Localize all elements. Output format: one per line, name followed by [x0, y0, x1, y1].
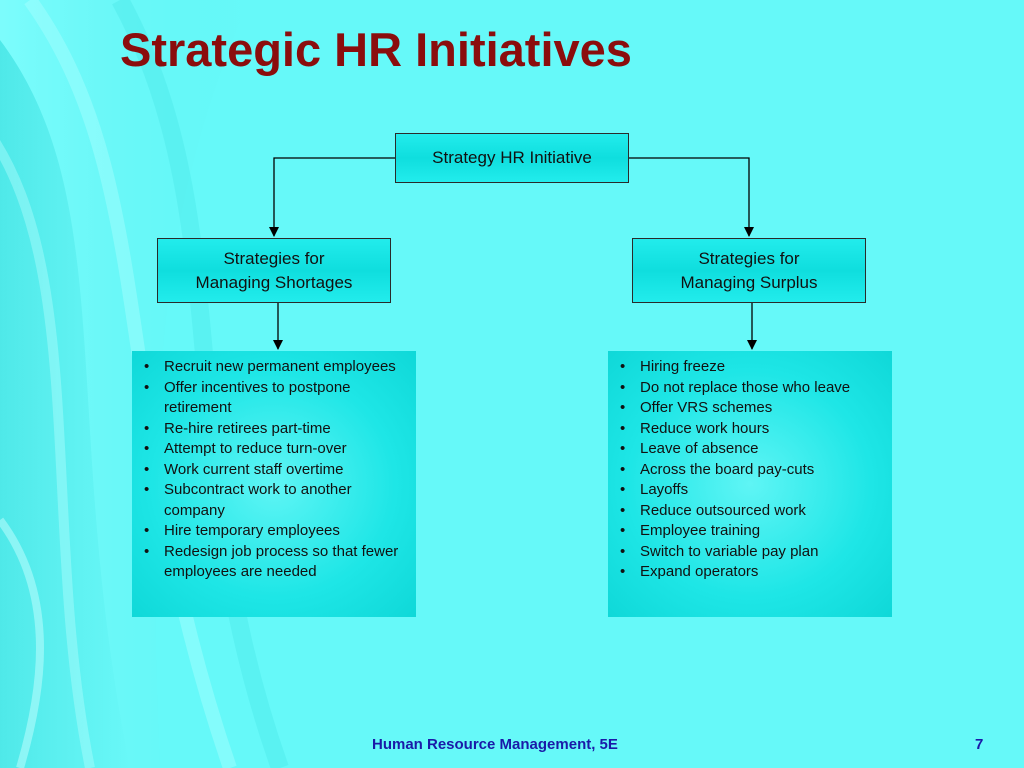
- node-managing-surplus-label: Strategies for Managing Surplus: [680, 248, 818, 292]
- connector-root-to-surplus: [629, 158, 749, 236]
- list-item: • Re-hire retirees part-time: [142, 419, 408, 440]
- list-item: • Offer VRS schemes: [618, 398, 884, 419]
- list-item: • Across the board pay-cuts: [618, 460, 884, 481]
- list-item: • Reduce work hours: [618, 419, 884, 440]
- slide-footer: Human Resource Management, 5E: [372, 736, 618, 753]
- list-item: • Reduce outsourced work: [618, 501, 884, 522]
- list-item: • Offer incentives to postpone retirement: [142, 378, 408, 419]
- list-item: • Hiring freeze: [618, 357, 884, 378]
- list-item: • Switch to variable pay plan: [618, 542, 884, 563]
- list-item: • Hire temporary employees: [142, 521, 408, 542]
- list-item: • Leave of absence: [618, 439, 884, 460]
- list-item: • Subcontract work to another company: [142, 480, 408, 521]
- shortages-strategies-list: [142, 357, 408, 583]
- surplus-strategies-list-panel: [608, 351, 892, 617]
- node-managing-surplus: [632, 238, 866, 303]
- list-item: • Layoffs: [618, 480, 884, 501]
- slide-title: Strategic HR Initiatives: [120, 23, 632, 76]
- page-number: 7: [975, 736, 984, 753]
- surplus-strategies-list: [618, 357, 884, 583]
- shortages-strategies-list-panel: [132, 351, 416, 617]
- list-item: • Work current staff overtime: [142, 460, 408, 481]
- list-item: • Do not replace those who leave: [618, 378, 884, 399]
- root-node-label: Strategy HR Initiative: [432, 148, 592, 167]
- root-node-strategy-hr-initiative: [395, 133, 629, 183]
- node-managing-shortages-label: Strategies for Managing Shortages: [195, 248, 353, 292]
- connector-root-to-shortages: [274, 158, 395, 236]
- list-item: • Recruit new permanent employees: [142, 357, 408, 378]
- list-item: • Redesign job process so that fewer employees are needed: [142, 542, 408, 583]
- list-item: • Attempt to reduce turn-over: [142, 439, 408, 460]
- node-managing-shortages: [157, 238, 391, 303]
- list-item: • Employee training: [618, 521, 884, 542]
- list-item: • Expand operators: [618, 562, 884, 583]
